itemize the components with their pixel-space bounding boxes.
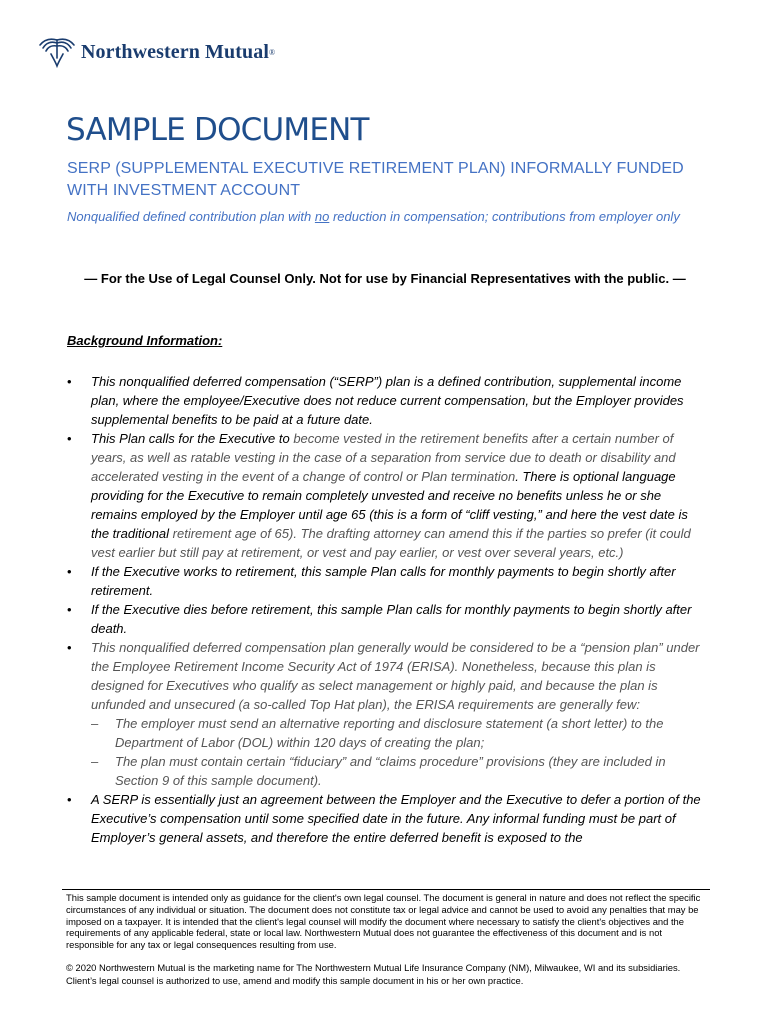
bullet-icon: • bbox=[67, 374, 72, 389]
eagle-crest-icon bbox=[38, 36, 76, 68]
bullet-text-gray: This nonqualified deferred compensation plan generally would be considered to be a “pension plan” under the Employee Retirement Income Security Act of 1974 (ERISA). Nonetheless, because this plan is designed for Executives who qualify as select management or highly paid, and because the plan is unfunded and unsecured (a so-called Top Hat plan), the ERISA requirements are generally few: bbox=[91, 640, 700, 712]
sub-list-item bbox=[91, 714, 707, 752]
list-item bbox=[67, 372, 707, 429]
dash-icon: – bbox=[91, 754, 99, 769]
sub-list-item bbox=[91, 752, 707, 790]
description-before: Nonqualified defined contribution plan with bbox=[67, 209, 315, 224]
bullet-text: A SERP is essentially just an agreement between the Employer and the Executive to defer a portion of the Executive’s compensation until some specified date in the future. Any informal funding must be part of Employer’s general assets, and therefore the entire deferred benefit is exposed to the bbox=[91, 792, 701, 845]
logo-wordmark: Northwestern Mutual bbox=[81, 40, 269, 63]
bullet-text: If the Executive works to retirement, this sample Plan calls for monthly payments to begin shortly after retirement. bbox=[91, 564, 676, 598]
bullet-text: This Plan calls for the Executive to bbox=[91, 431, 294, 446]
bullet-icon: • bbox=[67, 564, 72, 579]
footer-disclaimer: This sample document is intended only as guidance for the client's own legal counsel. The document is general in nature and does not reflect the specific circumstances of any individual or situation. The document does not constitute tax or legal advice and cannot be used to avoid any penalties that may be imposed on a taxpayer. It is intended that the client's legal counsel will modify the document where necessary to satisfy the client's objectives and the requirements of any applicable federal, state or local law. Northwestern Mutual does not guarantee the effectiveness of this document and is not responsible for any tax or legal consequences resulting from use. bbox=[66, 892, 701, 951]
footer-divider bbox=[62, 889, 710, 890]
description-after: reduction in compensation; contributions from employer only bbox=[329, 209, 680, 224]
description-underlined: no bbox=[314, 209, 330, 224]
bullet-icon: • bbox=[67, 640, 72, 655]
list-item bbox=[67, 600, 707, 638]
document-title: SAMPLE DOCUMENT bbox=[66, 112, 369, 148]
list-item bbox=[67, 429, 707, 562]
list-item bbox=[67, 790, 707, 847]
bullet-text-gray: become vested in the retirement benefits after a certain number of years, as well as ratable vesting in the case of a separation from service due to death or disability and accelerated vesting in the event of a change of control or Plan termination bbox=[91, 431, 676, 484]
erisa-requirements-list bbox=[91, 714, 707, 790]
dash-icon: – bbox=[91, 716, 99, 731]
bullet-icon: • bbox=[67, 602, 72, 617]
bullet-text: This nonqualified deferred compensation (“SERP”) plan is a defined contribution, supplemental income plan, where the employee/Executive does not reduce current compensation, but the Employer provides supplemental benefits to be paid at a future date. bbox=[91, 374, 684, 427]
registered-mark: ® bbox=[268, 47, 276, 57]
bullet-icon: • bbox=[67, 792, 72, 807]
footer-copyright: © 2020 Northwestern Mutual is the marketing name for The Northwestern Mutual Life Insurance Company (NM), Milwaukee, WI and its subsidiaries. Client’s legal counsel is authorized to use, amend and modify this sample document in his or her own practice. bbox=[66, 962, 681, 986]
sub-item-text: The plan must contain certain “fiduciary” and “claims procedure” provisions (they are included in Section 9 of this sample document). bbox=[115, 754, 666, 788]
background-heading: Background Information: bbox=[67, 333, 223, 348]
plan-description bbox=[67, 207, 717, 226]
legal-counsel-notice: — For the Use of Legal Counsel Only. Not for use by Financial Representatives with the public. — bbox=[84, 271, 686, 286]
sub-item-text: The employer must send an alternative reporting and disclosure statement (a short letter) to the Department of Labor (DOL) within 120 days of creating the plan; bbox=[115, 716, 664, 750]
company-logo bbox=[38, 36, 275, 68]
bullet-text-gray: retirement age of 65). The drafting attorney can amend this if the parties so prefer (it could vest earlier but still pay at retirement, or vest and pay earlier, or vest over several years, etc.) bbox=[91, 526, 691, 560]
document-subtitle: SERP (SUPPLEMENTAL EXECUTIVE RETIREMENT PLAN) INFORMALLY FUNDED WITH INVESTMENT ACCOUNT bbox=[67, 160, 684, 199]
background-bullet-list bbox=[67, 372, 707, 847]
list-item bbox=[67, 562, 707, 600]
list-item bbox=[67, 638, 707, 790]
bullet-icon: • bbox=[67, 431, 72, 446]
bullet-text: If the Executive dies before retirement, this sample Plan calls for monthly payments to begin shortly after death. bbox=[91, 602, 692, 636]
bullet-text: . There is optional language providing for the Executive to remain completely unvested and receive no benefits unless he or she remains employed by the Employer until age 65 (this is a form of “cliff vesting,” and here the vest date is the traditional bbox=[91, 469, 688, 541]
